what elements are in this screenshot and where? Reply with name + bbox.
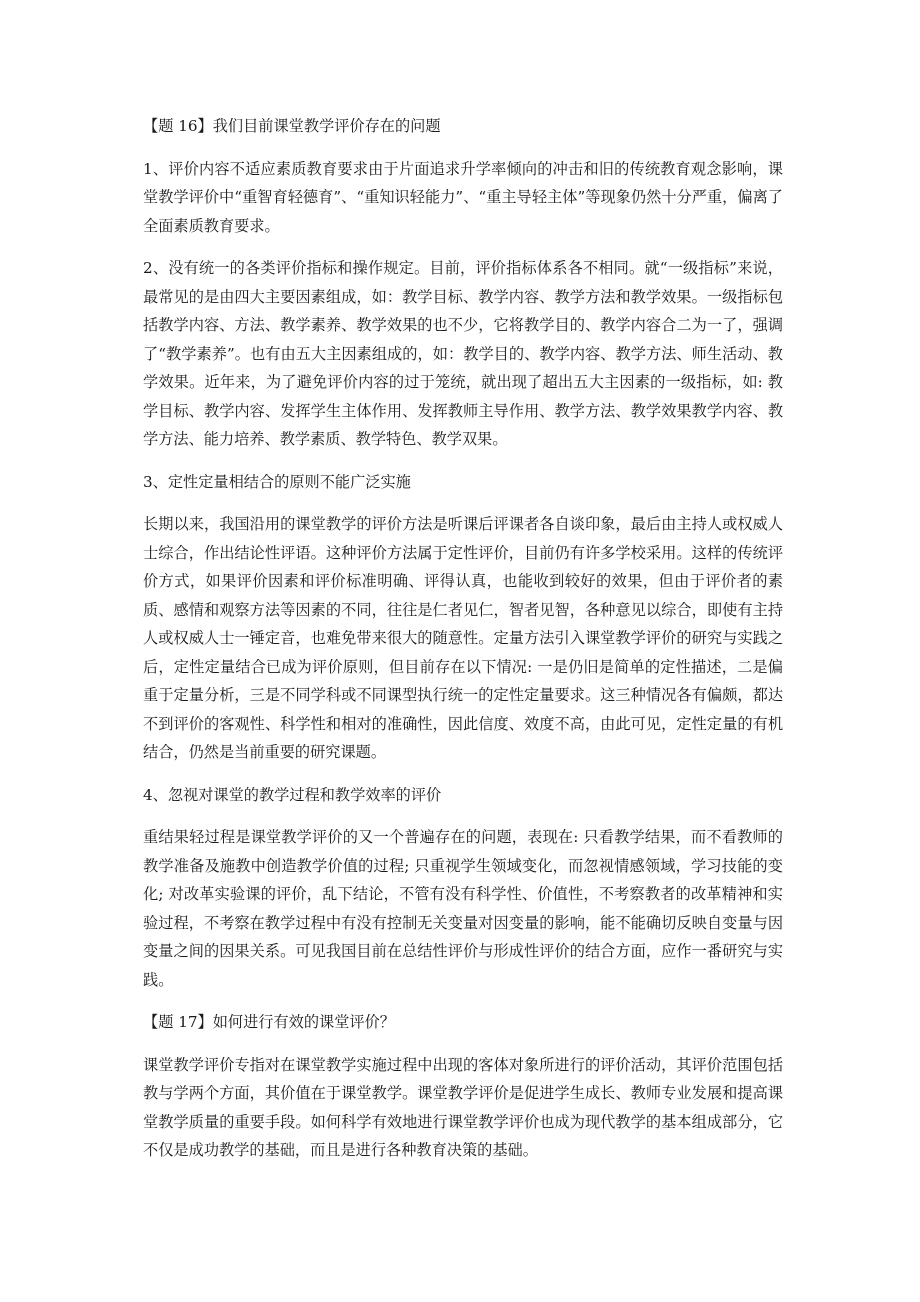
- paragraph-point-2: 2、没有统一的各类评价指标和操作规定。目前，评价指标体系各不相同。就“一级指标”来说，最常见的是由四大主要因素组成，如：教学目标、教学内容、教学方法和教学效果。一级指标包括教学内容、方法、教学素养、教学效果的也不少，它将教学目的、教学内容合二为一了，强调了“教学素养”。也有由五大主因素组成的，如：教学目的、教学内容、教学方法、师生活动、教学效果。近年来，为了避免评价内容的过于笼统，就出现了超出五大主因素的一级指标，如: 教学目标、教学内容、发挥学生主体作用、发挥教师主导作用、教学方法、教学效果教学内容、教学方法、能力培养、教学素质、教学特色、教学双果。: [143, 259, 783, 448]
- subheading-point-4: 4、忽视对课堂的教学过程和教学效率的评价: [143, 785, 442, 804]
- subheading-point-3: 3、定性定量相结合的原则不能广泛实施: [143, 472, 411, 491]
- paragraph-point-4-body: 重结果轻过程是课堂教学评价的又一个普遍存在的问题，表现在: 只看教学结果，而不看教师的教学准备及施教中创造教学价值的过程; 只重视学生领域变化，而忽视情感领域，学习技能的变化; 对改革实验课的评价，乱下结论，不管有没有科学性、价值性，不考察教者的改革精神和实验过程，不考察在教学过程中有没有控制无关变量对因变量的影响，能不能确切反映自变量与因变量之间的因果关系。可见我国目前在总结性评价与形成性评价的结合方面，应作一番研究与实践。: [143, 828, 783, 989]
- paragraph-point-3-body: 长期以来，我国沿用的课堂教学的评价方法是听课后评课者各自谈印象，最后由主持人或权威人士综合，作出结论性评语。这种评价方法属于定性评价，目前仍有许多学校采用。这样的传统评价方式，如果评价因素和评价标准明确、评得认真，也能收到较好的效果，但由于评价者的素质、感情和观察方法等因素的不同，往往是仁者见仁，智者见智，各种意见以综合，即使有主持人或权威人士一锤定音，也难免带来很大的随意性。定量方法引入课堂教学评价的研究与实践之后，定性定量结合已成为评价原则，但目前存在以下情况: 一是仍旧是简单的定性描述，二是偏重于定量分析，三是不同学科或不同课型执行统一的定性定量要求。这三种情况各有偏颇，都达不到评价的客观性、科学性和相对的准确性，因此信度、效度不高，由此可见，定性定量的有机结合，仍然是当前重要的研究课题。: [143, 515, 783, 761]
- document-body: [143, 112, 783, 1179]
- heading-question-16: 【题 16】我们目前课堂教学评价存在的问题: [143, 117, 441, 135]
- paragraph-point-1: 1、评价内容不适应素质教育要求由于片面追求升学率倾向的冲击和旧的传统教育观念影响，课堂教学评价中“重智育轻德育”、“重知识轻能力”、“重主导轻主体”等现象仍然十分严重，偏离了全面素质教育要求。: [143, 159, 783, 235]
- heading-question-17: 【题 17】如何进行有效的课堂评价？: [143, 1013, 395, 1031]
- paragraph-question-17-body: 课堂教学评价专指对在课堂教学实施过程中出现的客体对象所进行的评价活动，其评价范围包括教与学两个方面，其价值在于课堂教学。课堂教学评价是促进学生成长、教师专业发展和提高课堂教学质量的重要手段。如何科学有效地进行课堂教学评价也成为现代教学的基本组成部分，它不仅是成功教学的基础，而且是进行各种教育决策的基础。: [143, 1055, 783, 1159]
